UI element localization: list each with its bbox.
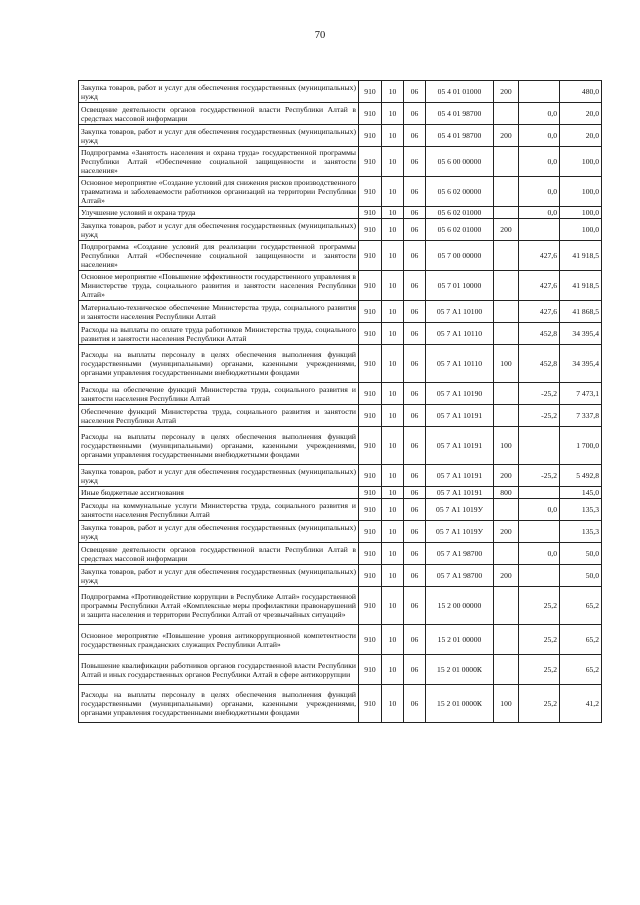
admin-code: 910 — [359, 565, 382, 587]
item-name: Материально-техническое обеспечение Министерства труда, социального развития и занятости населения Республики Алтай — [79, 301, 359, 323]
subsection-code: 06 — [404, 625, 426, 655]
expense-type-code — [494, 271, 519, 301]
table-row — [79, 147, 602, 177]
section-code: 10 — [382, 271, 404, 301]
expense-type-code — [494, 543, 519, 565]
target-article-code: 05 4 01 98700 — [426, 125, 494, 147]
target-article-code: 05 7 А1 10100 — [426, 301, 494, 323]
table-row — [79, 271, 602, 301]
table-row — [79, 521, 602, 543]
admin-code: 910 — [359, 427, 382, 465]
section-code: 10 — [382, 103, 404, 125]
subsection-code: 06 — [404, 125, 426, 147]
item-name: Освещение деятельности органов государственной власти Республики Алтай в средствах массовой информации — [79, 543, 359, 565]
target-article-code: 05 7 А1 1019У — [426, 499, 494, 521]
expense-type-code — [494, 625, 519, 655]
table-row — [79, 427, 602, 465]
admin-code: 910 — [359, 147, 382, 177]
admin-code: 910 — [359, 81, 382, 103]
table-row — [79, 587, 602, 625]
subsection-code: 06 — [404, 499, 426, 521]
table-row — [79, 487, 602, 499]
subsection-code: 06 — [404, 655, 426, 685]
item-name: Закупка товаров, работ и услуг для обеспечения государственных (муниципальных) нужд — [79, 521, 359, 543]
table-row — [79, 219, 602, 241]
item-name: Улучшение условий и охрана труда — [79, 207, 359, 219]
item-name: Расходы на обеспечение функций Министерства труда, социального развития и занятости населения Республики Алтай — [79, 383, 359, 405]
section-code: 10 — [382, 383, 404, 405]
target-article-code: 05 6 02 01000 — [426, 207, 494, 219]
item-name: Закупка товаров, работ и услуг для обеспечения государственных (муниципальных) нужд — [79, 125, 359, 147]
change-amount: 0,0 — [519, 499, 560, 521]
section-code: 10 — [382, 207, 404, 219]
item-name: Основное мероприятие «Создание условий для снижения рисков производственного травматизма и заболеваемости работников организаций на территории Республики Алтай» — [79, 177, 359, 207]
change-amount: -25,2 — [519, 465, 560, 487]
subsection-code: 06 — [404, 383, 426, 405]
expense-type-code — [494, 383, 519, 405]
subsection-code: 06 — [404, 219, 426, 241]
item-name: Подпрограмма «Занятость населения и охрана труда» государственной программы Республики Алтай «Обеспечение социальной защищенности и занятости населения» — [79, 147, 359, 177]
expense-type-code: 800 — [494, 487, 519, 499]
admin-code: 910 — [359, 219, 382, 241]
admin-code: 910 — [359, 625, 382, 655]
subsection-code: 06 — [404, 147, 426, 177]
section-code: 10 — [382, 427, 404, 465]
section-code: 10 — [382, 301, 404, 323]
table-row — [79, 125, 602, 147]
expense-type-code: 100 — [494, 427, 519, 465]
section-code: 10 — [382, 147, 404, 177]
total-amount: 135,3 — [560, 499, 602, 521]
target-article-code: 05 6 00 00000 — [426, 147, 494, 177]
subsection-code: 06 — [404, 465, 426, 487]
expense-type-code — [494, 103, 519, 125]
total-amount: 1 700,0 — [560, 427, 602, 465]
section-code: 10 — [382, 177, 404, 207]
total-amount: 5 492,8 — [560, 465, 602, 487]
target-article-code: 05 7 А1 10191 — [426, 427, 494, 465]
item-name: Обеспечение функций Министерства труда, социального развития и занятости населения Республики Алтай — [79, 405, 359, 427]
target-article-code: 15 2 01 0000К — [426, 655, 494, 685]
target-article-code: 05 7 А1 10190 — [426, 383, 494, 405]
table-row — [79, 177, 602, 207]
section-code: 10 — [382, 219, 404, 241]
admin-code: 910 — [359, 587, 382, 625]
target-article-code: 05 7 А1 10110 — [426, 345, 494, 383]
total-amount: 20,0 — [560, 103, 602, 125]
item-name: Основное мероприятие «Повышение эффективности государственного управления в Министерстве труда, социального развития и занятости населения Республики Алтай» — [79, 271, 359, 301]
expense-type-code — [494, 499, 519, 521]
section-code: 10 — [382, 521, 404, 543]
target-article-code: 05 7 А1 98700 — [426, 543, 494, 565]
section-code: 10 — [382, 543, 404, 565]
section-code: 10 — [382, 81, 404, 103]
expense-type-code: 100 — [494, 685, 519, 723]
change-amount: 25,2 — [519, 655, 560, 685]
total-amount: 41 868,5 — [560, 301, 602, 323]
table-row — [79, 241, 602, 271]
expense-type-code — [494, 207, 519, 219]
change-amount: 0,0 — [519, 177, 560, 207]
section-code: 10 — [382, 241, 404, 271]
section-code: 10 — [382, 685, 404, 723]
total-amount: 41 918,5 — [560, 271, 602, 301]
change-amount: -25,2 — [519, 405, 560, 427]
admin-code: 910 — [359, 103, 382, 125]
expense-type-code: 200 — [494, 125, 519, 147]
admin-code: 910 — [359, 655, 382, 685]
table-row — [79, 301, 602, 323]
table-row — [79, 543, 602, 565]
change-amount: 452,8 — [519, 323, 560, 345]
total-amount: 50,0 — [560, 565, 602, 587]
section-code: 10 — [382, 499, 404, 521]
expense-type-code — [494, 301, 519, 323]
total-amount: 34 395,4 — [560, 323, 602, 345]
change-amount: 427,6 — [519, 271, 560, 301]
target-article-code: 05 7 А1 10191 — [426, 405, 494, 427]
change-amount: 427,6 — [519, 241, 560, 271]
total-amount: 135,3 — [560, 521, 602, 543]
subsection-code: 06 — [404, 565, 426, 587]
admin-code: 910 — [359, 125, 382, 147]
table-row — [79, 323, 602, 345]
item-name: Расходы на выплаты по оплате труда работников Министерства труда, социального развития и занятости населения Республики Алтай — [79, 323, 359, 345]
expense-type-code — [494, 405, 519, 427]
admin-code: 910 — [359, 487, 382, 499]
subsection-code: 06 — [404, 271, 426, 301]
total-amount: 100,0 — [560, 177, 602, 207]
change-amount: -25,2 — [519, 383, 560, 405]
table-row — [79, 345, 602, 383]
target-article-code: 15 2 01 0000К — [426, 685, 494, 723]
table-row — [79, 625, 602, 655]
target-article-code: 05 7 00 00000 — [426, 241, 494, 271]
total-amount: 65,2 — [560, 655, 602, 685]
target-article-code: 05 7 А1 10191 — [426, 487, 494, 499]
admin-code: 910 — [359, 177, 382, 207]
table-row — [79, 81, 602, 103]
table-row — [79, 499, 602, 521]
expense-type-code: 200 — [494, 565, 519, 587]
admin-code: 910 — [359, 323, 382, 345]
item-name: Основное мероприятие «Повышение уровня антикоррупционной компетентности государственных гражданских служащих Республики Алтай» — [79, 625, 359, 655]
change-amount: 0,0 — [519, 125, 560, 147]
change-amount: 25,2 — [519, 587, 560, 625]
target-article-code: 15 2 00 00000 — [426, 587, 494, 625]
admin-code: 910 — [359, 345, 382, 383]
total-amount: 41,2 — [560, 685, 602, 723]
subsection-code: 06 — [404, 543, 426, 565]
section-code: 10 — [382, 125, 404, 147]
target-article-code: 05 6 02 00000 — [426, 177, 494, 207]
admin-code: 910 — [359, 271, 382, 301]
total-amount: 480,0 — [560, 81, 602, 103]
change-amount: 427,6 — [519, 301, 560, 323]
item-name: Расходы на выплаты персоналу в целях обеспечения выполнения функций государственными (муниципальными) органами, казенными учреждениями, органами управления государственными внебюджетными фондами — [79, 427, 359, 465]
item-name: Расходы на коммунальные услуги Министерства труда, социального развития и занятости населения Республики Алтай — [79, 499, 359, 521]
change-amount — [519, 521, 560, 543]
item-name: Иные бюджетные ассигнования — [79, 487, 359, 499]
expense-type-code: 200 — [494, 81, 519, 103]
section-code: 10 — [382, 465, 404, 487]
admin-code: 910 — [359, 383, 382, 405]
admin-code: 910 — [359, 207, 382, 219]
target-article-code: 05 4 01 98700 — [426, 103, 494, 125]
item-name: Освещение деятельности органов государственной власти Республики Алтай в средствах массовой информации — [79, 103, 359, 125]
subsection-code: 06 — [404, 323, 426, 345]
total-amount: 100,0 — [560, 219, 602, 241]
subsection-code: 06 — [404, 207, 426, 219]
item-name: Закупка товаров, работ и услуг для обеспечения государственных (муниципальных) нужд — [79, 219, 359, 241]
subsection-code: 06 — [404, 427, 426, 465]
admin-code: 910 — [359, 543, 382, 565]
expense-type-code: 100 — [494, 345, 519, 383]
section-code: 10 — [382, 323, 404, 345]
subsection-code: 06 — [404, 487, 426, 499]
subsection-code: 06 — [404, 685, 426, 723]
subsection-code: 06 — [404, 241, 426, 271]
subsection-code: 06 — [404, 177, 426, 207]
change-amount: 25,2 — [519, 685, 560, 723]
change-amount: 25,2 — [519, 625, 560, 655]
table-row — [79, 103, 602, 125]
expense-type-code — [494, 177, 519, 207]
target-article-code: 05 7 А1 10110 — [426, 323, 494, 345]
target-article-code: 05 4 01 01000 — [426, 81, 494, 103]
item-name: Закупка товаров, работ и услуг для обеспечения государственных (муниципальных) нужд — [79, 81, 359, 103]
section-code: 10 — [382, 405, 404, 427]
subsection-code: 06 — [404, 301, 426, 323]
total-amount: 145,0 — [560, 487, 602, 499]
table-row — [79, 383, 602, 405]
total-amount: 65,2 — [560, 625, 602, 655]
section-code: 10 — [382, 625, 404, 655]
target-article-code: 05 7 А1 1019У — [426, 521, 494, 543]
change-amount — [519, 219, 560, 241]
table-row — [79, 565, 602, 587]
change-amount — [519, 427, 560, 465]
item-name: Расходы на выплаты персоналу в целях обеспечения выполнения функций государственными (муниципальными) органами, казенными учреждениями, органами управления государственными внебюджетными фондами — [79, 345, 359, 383]
change-amount — [519, 487, 560, 499]
target-article-code: 05 7 А1 10191 — [426, 465, 494, 487]
admin-code: 910 — [359, 685, 382, 723]
change-amount: 0,0 — [519, 207, 560, 219]
expense-type-code: 200 — [494, 521, 519, 543]
section-code: 10 — [382, 655, 404, 685]
change-amount — [519, 565, 560, 587]
item-name: Повышение квалификации работников органов государственной власти Республики Алтай и иных государственных органов Республики Алтай в сфере антикоррупции — [79, 655, 359, 685]
expense-type-code — [494, 587, 519, 625]
section-code: 10 — [382, 587, 404, 625]
total-amount: 41 918,5 — [560, 241, 602, 271]
expense-type-code — [494, 323, 519, 345]
expense-type-code — [494, 655, 519, 685]
total-amount: 7 473,1 — [560, 383, 602, 405]
subsection-code: 06 — [404, 521, 426, 543]
admin-code: 910 — [359, 521, 382, 543]
expense-type-code — [494, 147, 519, 177]
expense-type-code — [494, 241, 519, 271]
table-row — [79, 655, 602, 685]
page-number: 70 — [314, 30, 326, 41]
total-amount: 100,0 — [560, 207, 602, 219]
table-row — [79, 207, 602, 219]
item-name: Подпрограмма «Создание условий для реализации государственной программы Республики Алтай «Обеспечение социальной защищенности и занятости населения» — [79, 241, 359, 271]
target-article-code: 05 7 01 10000 — [426, 271, 494, 301]
admin-code: 910 — [359, 241, 382, 271]
section-code: 10 — [382, 487, 404, 499]
table-row — [79, 465, 602, 487]
target-article-code: 05 7 А1 98700 — [426, 565, 494, 587]
total-amount: 7 337,8 — [560, 405, 602, 427]
table-row — [79, 405, 602, 427]
total-amount: 65,2 — [560, 587, 602, 625]
total-amount: 50,0 — [560, 543, 602, 565]
item-name: Подпрограмма «Противодействие коррупции в Республике Алтай» государственной программы Республики Алтай «Комплексные меры профилактики правонарушений и защита населения и территории Республики Алтай от чрезвычайных ситуаций» — [79, 587, 359, 625]
change-amount: 452,8 — [519, 345, 560, 383]
change-amount: 0,0 — [519, 103, 560, 125]
expense-type-code: 200 — [494, 219, 519, 241]
item-name: Расходы на выплаты персоналу в целях обеспечения выполнения функций государственными (муниципальными) органами, казенными учреждениями, органами управления государственными внебюджетными фондами — [79, 685, 359, 723]
change-amount: 0,0 — [519, 147, 560, 177]
item-name: Закупка товаров, работ и услуг для обеспечения государственных (муниципальных) нужд — [79, 465, 359, 487]
admin-code: 910 — [359, 405, 382, 427]
change-amount: 0,0 — [519, 543, 560, 565]
budget-table — [78, 80, 602, 723]
admin-code: 910 — [359, 301, 382, 323]
section-code: 10 — [382, 565, 404, 587]
expense-type-code: 200 — [494, 465, 519, 487]
subsection-code: 06 — [404, 81, 426, 103]
subsection-code: 06 — [404, 587, 426, 625]
total-amount: 34 395,4 — [560, 345, 602, 383]
item-name: Закупка товаров, работ и услуг для обеспечения государственных (муниципальных) нужд — [79, 565, 359, 587]
table-row — [79, 685, 602, 723]
section-code: 10 — [382, 345, 404, 383]
admin-code: 910 — [359, 499, 382, 521]
admin-code: 910 — [359, 465, 382, 487]
subsection-code: 06 — [404, 345, 426, 383]
total-amount: 20,0 — [560, 125, 602, 147]
change-amount — [519, 81, 560, 103]
total-amount: 100,0 — [560, 147, 602, 177]
subsection-code: 06 — [404, 103, 426, 125]
target-article-code: 05 6 02 01000 — [426, 219, 494, 241]
target-article-code: 15 2 01 00000 — [426, 625, 494, 655]
subsection-code: 06 — [404, 405, 426, 427]
